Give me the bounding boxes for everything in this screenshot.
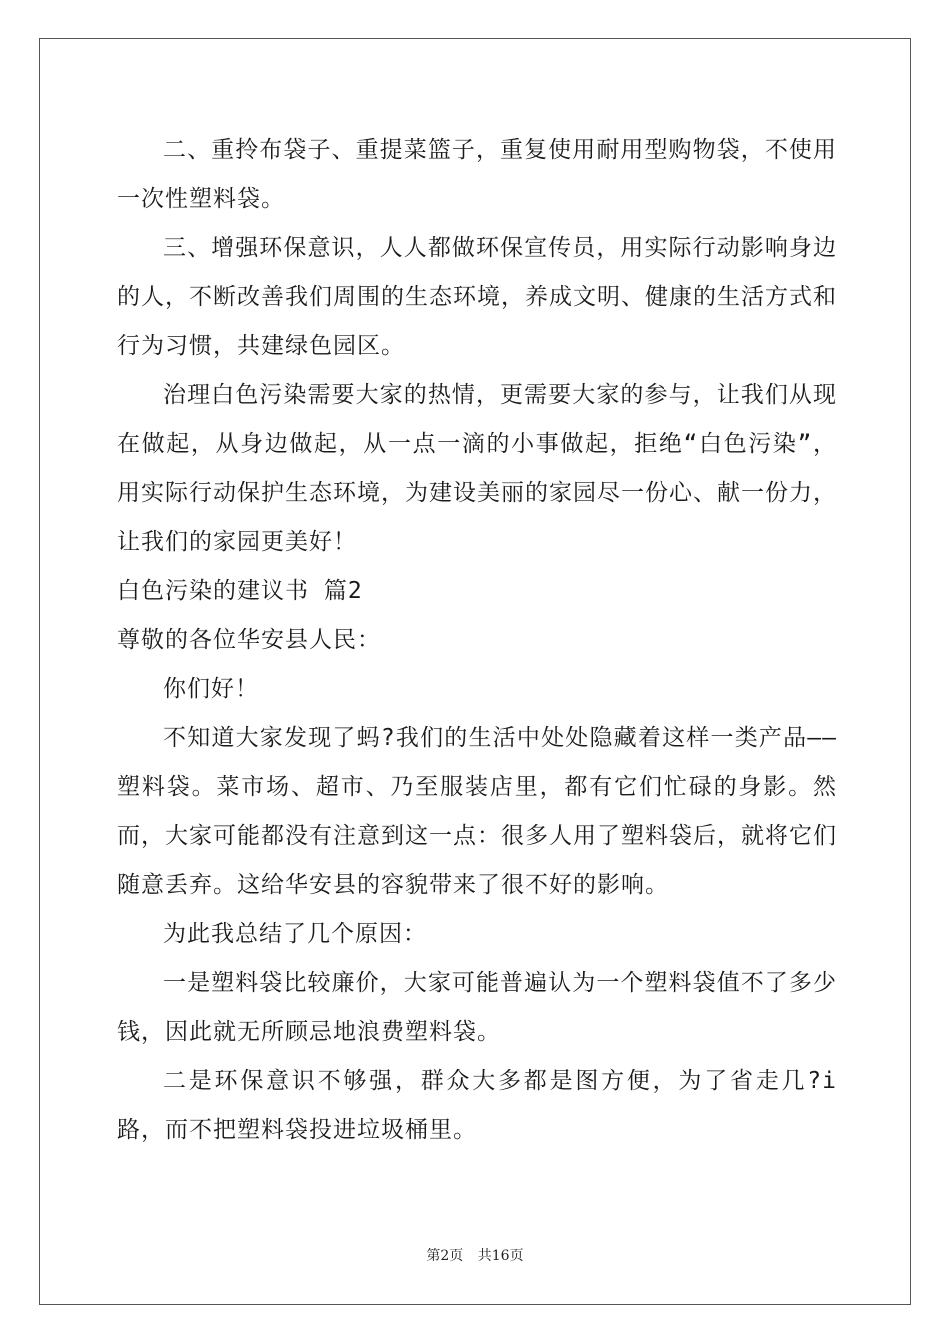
page-number: 第2页 [426,1248,464,1264]
salutation: 尊敬的各位华安县人民： [117,627,381,653]
document-body [117,126,837,1155]
paragraph: 治理白色污染需要大家的热情，更需要大家的参与，让我们从现在做起，从身边做起，从一点一滴的小事做起，拒绝“白色污染”，用实际行动保护生态环境，为建设美丽的家园尽一份心、献一份力，让我们的家园更美好！ [117,382,837,555]
paragraph: 三、增强环保意识，人人都做环保宣传员，用实际行动影响身边的人，不断改善我们周围的生态环境，养成文明、健康的生活方式和行为习惯，共建绿色园区。 [117,235,837,359]
section-heading: 白色污染的建议书 篇2 [117,578,363,604]
page-footer [0,1245,950,1265]
paragraph: 为此我总结了几个原因： [163,921,427,947]
paragraph: 不知道大家发现了蚂?我们的生活中处处隐藏着这样一类产品——塑料袋。菜市场、超市、乃至服装店里，都有它们忙碌的身影。然而，大家可能都没有注意到这一点：很多人用了塑料袋后，就将它们随意丢弃。这给华安县的容貌带来了很不好的影响。 [117,725,837,898]
paragraph: 一是塑料袋比较廉价，大家可能普遍认为一个塑料袋值不了多少钱，因此就无所顾忌地浪费塑料袋。 [117,970,837,1045]
paragraph: 二、重拎布袋子、重提菜篮子，重复使用耐用型购物袋，不使用一次性塑料袋。 [117,137,837,212]
greeting: 你们好！ [163,676,259,702]
page-total: 共16页 [477,1248,524,1264]
paragraph: 二是环保意识不够强，群众大多都是图方便，为了省走几?i路，而不把塑料袋投进垃圾桶里。 [117,1068,837,1143]
